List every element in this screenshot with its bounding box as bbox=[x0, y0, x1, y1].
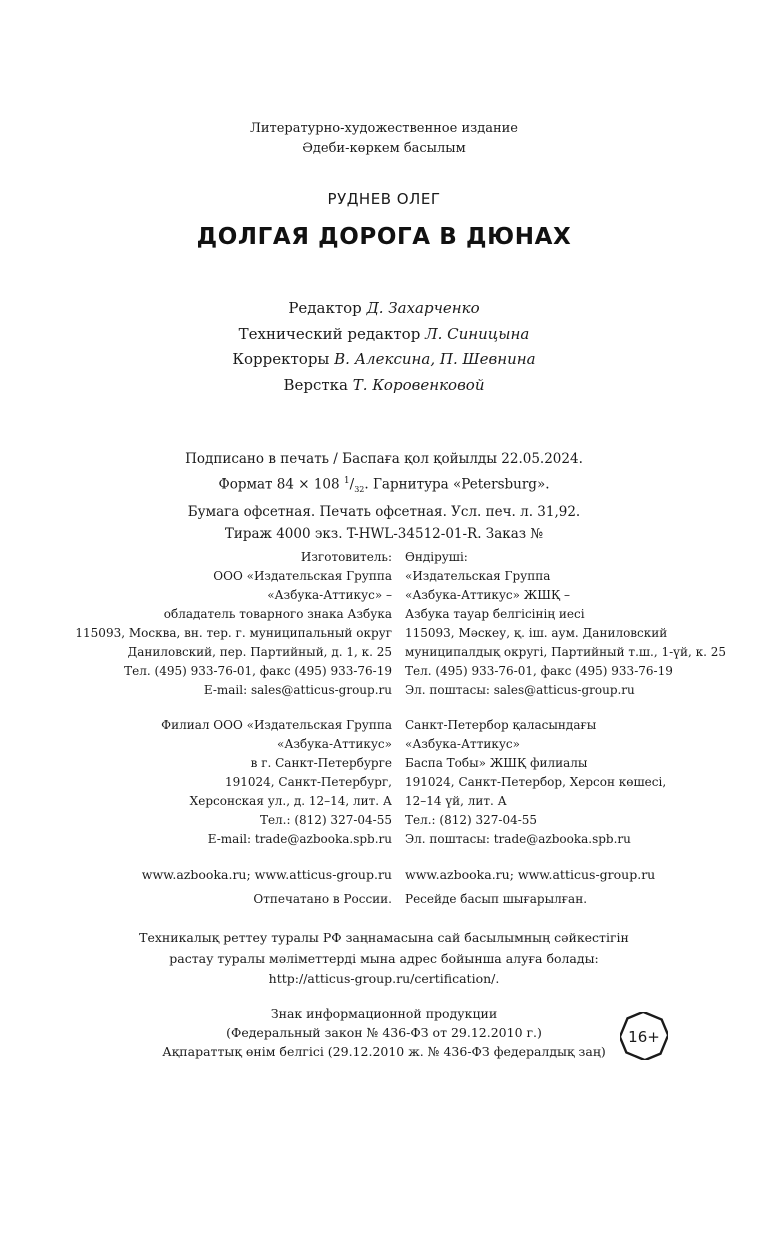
book-title: ДОЛГАЯ ДОРОГА В ДЮНАХ bbox=[196, 224, 572, 250]
format-suffix: . Гарнитура «Petersburg». bbox=[364, 476, 550, 493]
credit-person: Т. Коровенковой bbox=[352, 375, 485, 394]
credits-block bbox=[0, 296, 768, 398]
branch-kz-line: 12–14 үй, лит. А bbox=[405, 794, 507, 808]
branch-ru bbox=[161, 716, 392, 849]
certification-line: Техникалық реттеу туралы РФ заңнамасына сай басылымның сәйкестігін bbox=[139, 930, 629, 945]
branch-kz-line: Санкт-Петербор қаласындағы bbox=[405, 718, 597, 732]
credit-person: Д. Захарченко bbox=[366, 299, 480, 317]
manufacturer-ru-line: Тел. (495) 933-76-01, факс (495) 933-76-19 bbox=[124, 664, 392, 678]
credit-tech-editor bbox=[0, 322, 768, 348]
branch-kz-line: «Азбука-Аттикус» bbox=[405, 737, 520, 751]
age-rating-badge-icon bbox=[620, 1012, 668, 1060]
age-sign-line: Ақпараттық өнім белгісі (29.12.2010 ж. № 436-ФЗ федералдық заң) bbox=[162, 1044, 606, 1059]
credit-layout bbox=[0, 373, 768, 399]
branch-ru-line: Тел.: (812) 327-04-55 bbox=[259, 813, 392, 827]
credit-editor bbox=[0, 296, 768, 322]
certification-line: растау туралы мәліметтерді мына адрес бойынша алуға болады: bbox=[169, 950, 599, 966]
branch-kz-line: 191024, Санкт-Петербор, Херсон көшесі, bbox=[405, 775, 667, 789]
branch-ru-line: Филиал ООО «Издательская Группа bbox=[161, 718, 392, 732]
format-line: Формат 84 × 108 $^1/_{32}$. Гарнитура «Petersburg». bbox=[218, 476, 550, 495]
websites-kz: www.azbooka.ru; www.atticus-group.ru bbox=[405, 867, 656, 882]
edition-kind-ru: Литературно-художественное издание bbox=[250, 121, 518, 136]
branch-ru-email: E-mail: trade@azbooka.spb.ru bbox=[207, 832, 392, 846]
format-denominator: 32 bbox=[354, 485, 365, 495]
manufacturer-ru-line: Даниловский, пер. Партийный, д. 1, к. 25 bbox=[127, 645, 392, 659]
credit-role: Технический редактор bbox=[238, 324, 426, 343]
credit-role: Верстка bbox=[283, 375, 353, 394]
signed-line: Подписано в печать / Баспаға қол қойылды 22.05.2024. bbox=[185, 451, 583, 467]
branch-kz-line: Тел.: (812) 327-04-55 bbox=[405, 813, 538, 827]
manufacturer-ru-email: E-mail: sales@atticus-group.ru bbox=[203, 683, 392, 697]
age-sign-line: (Федеральный закон № 436-ФЗ от 29.12.2010 г.) bbox=[226, 1025, 542, 1040]
manufacturer-ru-line: обладатель товарного знака Азбука bbox=[163, 607, 392, 621]
format-prefix: Формат 84 × 108 bbox=[218, 476, 344, 493]
manufacturer-kz-line: 115093, Мәскеу, қ. іш. аум. Даниловский bbox=[405, 626, 668, 640]
paper-line: Бумага офсетная. Печать офсетная. Усл. печ. л. 31,92. bbox=[187, 504, 581, 521]
branch-kz bbox=[405, 716, 666, 849]
manufacturer-ru bbox=[75, 548, 392, 700]
manufacturer-kz-line: Өндіруші: bbox=[405, 550, 468, 564]
manufacturer-kz-email: Эл. поштасы: sales@atticus-group.ru bbox=[405, 683, 635, 697]
certification-url: http://atticus-group.ru/certification/. bbox=[268, 971, 500, 986]
websites-ru: www.azbooka.ru; www.atticus-group.ru bbox=[141, 867, 392, 882]
branch-kz-email: Эл. поштасы: trade@azbooka.spb.ru bbox=[405, 832, 631, 846]
credit-person: В. Алексина, П. Шевнина bbox=[334, 350, 536, 368]
manufacturer-kz-line: «Издательская Группа bbox=[405, 569, 551, 583]
manufacturer-ru-line: ООО «Издательская Группа bbox=[213, 569, 392, 583]
format-numerator: 1 bbox=[343, 476, 350, 486]
manufacturer-ru-line: «Азбука-Аттикус» – bbox=[267, 588, 392, 602]
printed-in-ru: Отпечатано в России. bbox=[253, 892, 392, 906]
certification-block bbox=[0, 928, 768, 990]
age-sign-line: Знак информационной продукции bbox=[270, 1006, 498, 1021]
credit-role: Корректоры bbox=[232, 350, 335, 368]
manufacturer-ru-line: Изготовитель: bbox=[300, 550, 392, 564]
branch-ru-line: в г. Санкт-Петербурге bbox=[250, 756, 392, 770]
author-name: РУДНЕВ ОЛЕГ bbox=[327, 190, 441, 208]
edition-kind-kz: Әдеби-көркем басылым bbox=[302, 141, 466, 156]
branch-kz-line: Баспа Тобы» ЖШҚ филиалы bbox=[405, 756, 588, 770]
manufacturer-ru-line: 115093, Москва, вн. тер. г. муниципальный округ bbox=[75, 626, 392, 640]
run-line: Тираж 4000 экз. T-HWL-34512-01-R. Заказ № bbox=[224, 526, 544, 543]
age-rating-text: 16+ bbox=[628, 1028, 660, 1046]
manufacturer-kz-line: Тел. (495) 933-76-01, факс (495) 933-76-19 bbox=[405, 664, 673, 678]
printing-info bbox=[0, 448, 768, 545]
manufacturer-kz-line: Азбука тауар белгісінің иесі bbox=[405, 607, 585, 621]
manufacturer-kz-line: «Азбука-Аттикус» ЖШҚ – bbox=[405, 588, 571, 602]
credit-role: Редактор bbox=[288, 299, 367, 317]
branch-ru-line: «Азбука-Аттикус» bbox=[277, 737, 392, 751]
credit-proofreaders bbox=[0, 347, 768, 373]
branch-ru-line: Херсонская ул., д. 12–14, лит. А bbox=[189, 794, 392, 808]
credit-person: Л. Синицына bbox=[425, 324, 530, 343]
manufacturer-kz-line: муниципалдық округі, Партийный т.ш., 1-үй, к. 25 bbox=[405, 645, 726, 659]
manufacturer-kz bbox=[405, 548, 726, 700]
printed-in-kz: Ресейде басып шығарылған. bbox=[405, 892, 588, 906]
branch-ru-line: 191024, Санкт-Петербург, bbox=[224, 775, 392, 789]
